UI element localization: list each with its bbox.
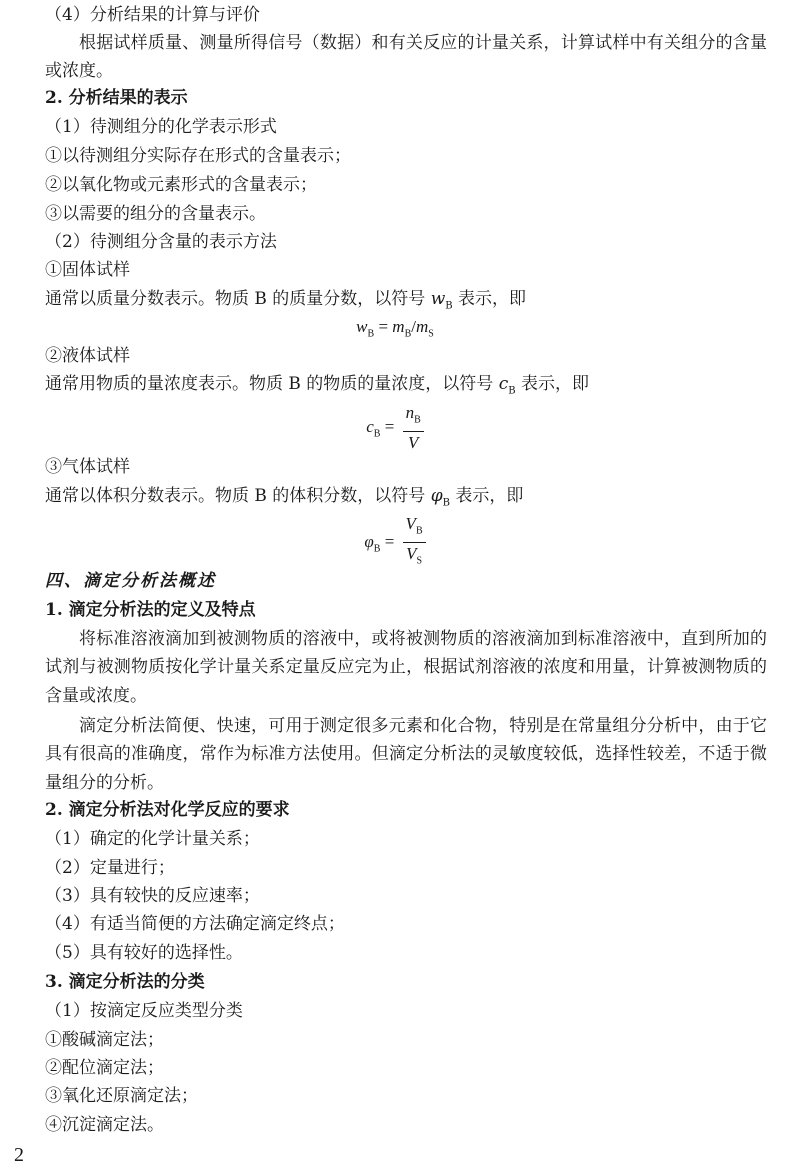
list-item-actual-form: ①以待测组分实际存在形式的含量表示；: [45, 146, 351, 166]
paragraph-calc-desc: 根据试样质量、测量所得信号（数据）和有关反应的计量关系，计算试样中有关组分的含量或浓度。: [45, 33, 767, 82]
symbol-c: c: [498, 374, 509, 394]
heading-content-methods: （2）待测组分含量的表示方法: [45, 232, 277, 252]
list-item-requirement-2: （2）定量进行；: [45, 858, 175, 878]
text-mass-fraction: 通常以质量分数表示。物质 B 的质量分数，以符号 $w_B$ 表示，即: [45, 289, 527, 312]
text-volume-fraction: 通常以体积分数表示。物质 B 的体积分数，以符号 $\varphi_B$ 表示，即: [45, 486, 524, 509]
heading-solid-sample: ①固体试样: [45, 260, 130, 280]
list-item-requirement-1: （1）确定的化学计量关系；: [45, 829, 260, 849]
list-item-requirement-5: （5）具有较好的选择性。: [45, 943, 243, 963]
list-item-complexometric: ②配位滴定法；: [45, 1058, 164, 1078]
heading-titration-definition: 1. 滴定分析法的定义及特点: [45, 600, 256, 620]
equation-mass-fraction: $w_B = m_B/m_S$: [356, 317, 434, 340]
heading-liquid-sample: ②液体试样: [45, 346, 130, 366]
list-item-required-form: ③以需要的组分的含量表示。: [45, 204, 266, 224]
list-item-oxide-form: ②以氧化物或元素形式的含量表示；: [45, 175, 317, 195]
fraction-v-over-v: $\frac{V_B}{V_S}$: [403, 514, 426, 572]
page-number: 2: [14, 1144, 24, 1166]
symbol-phi: φ: [430, 486, 443, 506]
heading-titration-classification: 3. 滴定分析法的分类: [45, 972, 205, 992]
paragraph-titration-definition: 将标准溶液滴加到被测物质的溶液中，或将被测物质的溶液滴加到标准溶液中，直到所加的试剂与被测物质按化学计量关系定量反应完为止，根据试剂溶液的浓度和用量，计算被测物质的含量或浓度。: [45, 629, 767, 706]
fraction-n-over-v: $\frac{n_B}{V}$: [403, 403, 424, 453]
heading-gas-sample: ③气体试样: [45, 457, 130, 477]
list-item-requirement-4: （4）有适当简便的方法确定滴定终点；: [45, 914, 345, 934]
equation-molar-concentration: $c_B$ = $\frac{n_B}{V}$: [0, 403, 790, 453]
heading-calc-eval: （4）分析结果的计算与评价: [45, 5, 260, 25]
list-item-redox: ③氧化还原滴定法；: [45, 1086, 198, 1106]
list-item-requirement-3: （3）具有较快的反应速率；: [45, 886, 260, 906]
text-molar-concentration: 通常用物质的量浓度表示。物质 B 的物质的量浓度，以符号 $c_B$ 表示，即: [45, 374, 589, 397]
heading-by-reaction-type: （1）按滴定反应类型分类: [45, 1001, 243, 1021]
paragraph-titration-features: 滴定分析法简便、快速，可用于测定很多元素和化合物，特别是在常量组分分析中，由于它具有很高的准确度，常作为标准方法使用。但滴定分析法的灵敏度较低，选择性较差，不适于微量组分的分析。: [45, 716, 767, 793]
list-item-precipitation: ④沉淀滴定法。: [45, 1115, 164, 1135]
list-item-acid-base: ①酸碱滴定法；: [45, 1030, 164, 1050]
heading-result-representation: 2. 分析结果的表示: [45, 88, 188, 108]
heading-reaction-requirements: 2. 滴定分析法对化学反应的要求: [45, 800, 290, 820]
symbol-w: w: [430, 289, 446, 309]
heading-chemical-form: （1）待测组分的化学表示形式: [45, 117, 277, 137]
section-title-titration-overview: 四、滴定分析法概述: [45, 571, 216, 591]
equation-volume-fraction: $\varphi_B$ = $\frac{V_B}{V_S}$: [0, 514, 790, 572]
